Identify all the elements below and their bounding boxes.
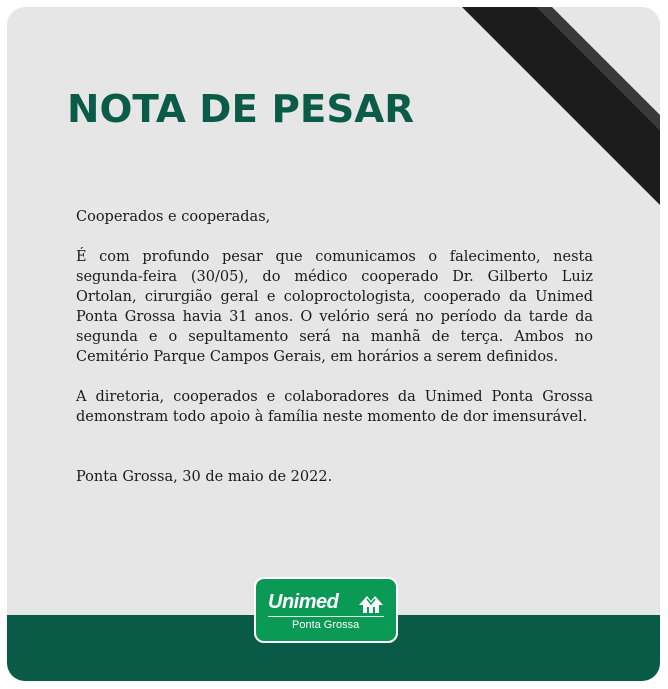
logo-name: Unimed [268,591,339,613]
logo-divider [268,616,384,617]
notice-body [76,207,593,487]
announcement-paragraph: É com profundo pesar que comunicamos o falecimento, nesta segunda-feira (30/05), do médico cooperado Dr. Gilberto Luiz Ortolan, cirurgião geral e coloproctologista, cooperado da Unimed Ponta Grossa havia 31 anos. O velório será no período da tarde da segunda e o sepultamento será na manhã de terça. Ambos no Cemitério Parque Campos Gerais, em horários a serem definidos. [76,249,593,365]
page-title: NOTA DE PESAR [67,87,415,131]
unimed-logo [254,577,398,643]
unimed-tree-icon [358,593,384,613]
greeting-text: Cooperados e cooperadas, [76,209,271,225]
signoff-text: Ponta Grossa, 30 de maio de 2022. [76,469,333,485]
support-paragraph: A diretoria, cooperados e colaboradores da Unimed Ponta Grossa demonstram todo apoio à família neste momento de dor imensurável. [76,389,593,425]
logo-subtitle: Ponta Grossa [292,619,360,631]
